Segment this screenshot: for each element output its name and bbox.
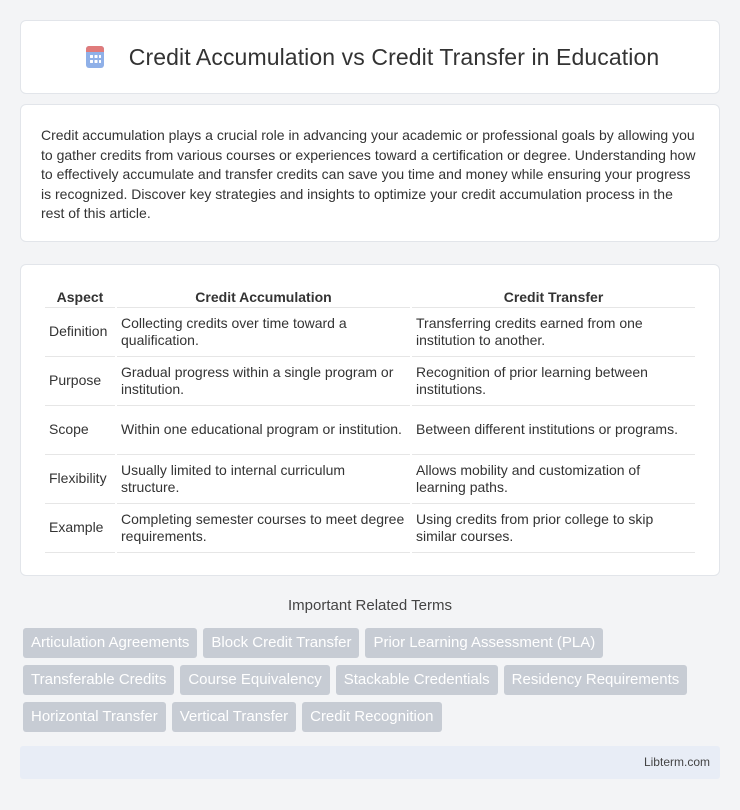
related-terms-title: Important Related Terms (288, 597, 452, 614)
cell-transfer: Between different institutions or programs. (412, 406, 695, 455)
header-card (20, 20, 720, 94)
tag-course-equivalency[interactable]: Course Equivalency (180, 665, 329, 695)
tag-articulation-agreements[interactable]: Articulation Agreements (23, 628, 197, 658)
header-credit-transfer: Credit Transfer (412, 286, 695, 308)
intro-card (20, 104, 720, 242)
cell-aspect: Flexibility (45, 455, 115, 504)
tag-block-credit-transfer[interactable]: Block Credit Transfer (203, 628, 359, 658)
intro-text: Credit accumulation plays a crucial role in advancing your academic or professional goals by allowing you to gather credits from various courses or experiences toward a certification or degree. Understanding how to effectively accumulate and transfer credits can save you time and money while ensuring your progress is recognized. Discover key strategies and insights to optimize your credit accumulation process in the rest of this article. (41, 127, 696, 221)
cell-accumulation: Within one educational program or institution. (117, 406, 410, 455)
footer (20, 746, 720, 779)
tag-credit-recognition[interactable]: Credit Recognition (302, 702, 441, 732)
cell-transfer: Allows mobility and customization of learning paths. (412, 455, 695, 504)
tag-prior-learning-assessment[interactable]: Prior Learning Assessment (PLA) (365, 628, 603, 658)
tag-stackable-credentials[interactable]: Stackable Credentials (336, 665, 498, 695)
cell-accumulation: Completing semester courses to meet degree requirements. (117, 504, 410, 553)
related-terms-list (23, 628, 723, 739)
cell-aspect: Definition (45, 308, 115, 357)
cell-accumulation: Usually limited to internal curriculum structure. (117, 455, 410, 504)
tag-vertical-transfer[interactable]: Vertical Transfer (172, 702, 296, 732)
header-credit-accumulation: Credit Accumulation (117, 286, 410, 308)
table-row (45, 504, 695, 553)
footer-site-link[interactable]: Libterm.com (643, 755, 710, 769)
tag-transferable-credits[interactable]: Transferable Credits (23, 665, 174, 695)
table-header-row (45, 286, 695, 308)
tag-residency-requirements[interactable]: Residency Requirements (504, 665, 688, 695)
tag-horizontal-transfer[interactable]: Horizontal Transfer (23, 702, 166, 732)
table-row (45, 308, 695, 357)
table-row (45, 406, 695, 455)
cell-transfer: Recognition of prior learning between institutions. (412, 357, 695, 406)
cell-accumulation: Gradual progress within a single program or institution. (117, 357, 410, 406)
table-row (45, 455, 695, 504)
page-title: Credit Accumulation vs Credit Transfer in Education (128, 43, 660, 70)
comparison-table-card (20, 264, 720, 576)
document-icon (81, 43, 109, 71)
cell-aspect: Example (45, 504, 115, 553)
cell-transfer: Transferring credits earned from one institution to another. (412, 308, 695, 357)
table-row (45, 357, 695, 406)
cell-accumulation: Collecting credits over time toward a qualification. (117, 308, 410, 357)
cell-transfer: Using credits from prior college to skip similar courses. (412, 504, 695, 553)
cell-aspect: Scope (45, 406, 115, 455)
cell-aspect: Purpose (45, 357, 115, 406)
header-aspect: Aspect (45, 286, 115, 308)
comparison-table (43, 286, 697, 553)
